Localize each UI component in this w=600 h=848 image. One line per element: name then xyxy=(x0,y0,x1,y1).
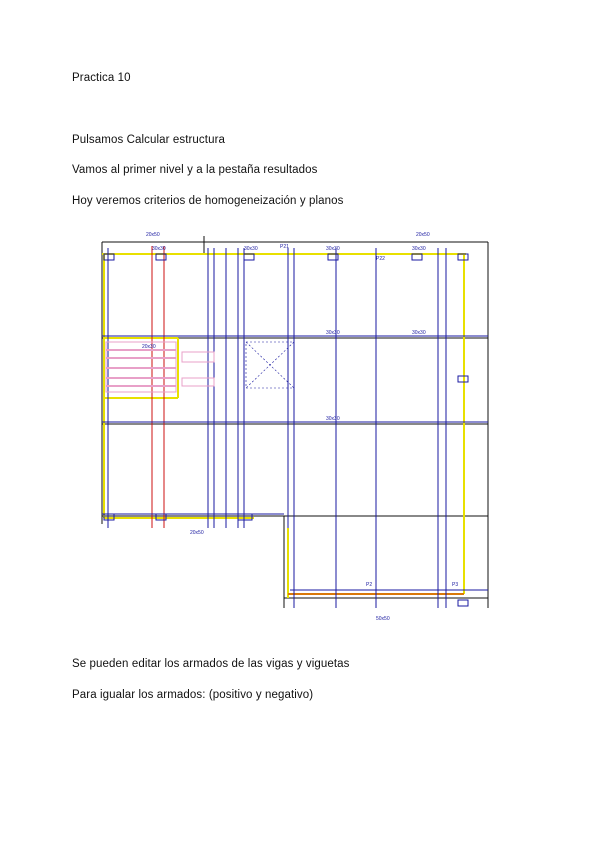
plan-label-4: 30x30 xyxy=(412,246,426,252)
plan-label-7: 30x30 xyxy=(412,330,426,336)
plan-label-col-p22: P22 xyxy=(376,256,385,262)
paragraph-2: Vamos al primer nivel y a la pestaña resultados xyxy=(72,164,318,176)
plan-label-6: 20x30 xyxy=(142,344,156,350)
plan-label-col-p2: P2 xyxy=(366,582,373,588)
paragraph-5: Para igualar los armados: (positivo y negativo) xyxy=(72,689,314,701)
plan-label-5: 30x30 xyxy=(326,330,340,336)
page-title: Practica 10 xyxy=(72,72,131,84)
plan-label-dim-top-left: 20x50 xyxy=(146,232,160,238)
column-boxes xyxy=(104,254,468,606)
beam-lines-horizontal xyxy=(102,336,488,590)
plan-label-2: 30x30 xyxy=(244,246,258,252)
paragraph-3: Hoy veremos criterios de homogeneización y planos xyxy=(72,195,344,207)
plan-label-3: 30x30 xyxy=(326,246,340,252)
hatch-region xyxy=(106,342,214,392)
plan-label-dim-bottom-right: 50x50 xyxy=(376,616,390,622)
paragraph-1: Pulsamos Calcular estructura xyxy=(72,134,225,146)
plan-label-col-p3: P3 xyxy=(452,582,459,588)
beam-lines-vertical xyxy=(108,248,446,608)
rebar-lines xyxy=(152,246,464,594)
plan-label-8: 30x30 xyxy=(326,416,340,422)
plan-label-dim-top-right: 20x50 xyxy=(416,232,430,238)
structural-plan-drawing xyxy=(94,228,494,628)
plan-label-1: 30x30 xyxy=(152,246,166,252)
structural-plan-figure xyxy=(94,228,494,628)
opening-cross xyxy=(246,342,294,388)
plan-label-col-p21: P21 xyxy=(280,244,289,250)
plan-label-dim-bottom-left: 20x50 xyxy=(190,530,204,536)
paragraph-4: Se pueden editar los armados de las vigas y viguetas xyxy=(72,658,350,670)
